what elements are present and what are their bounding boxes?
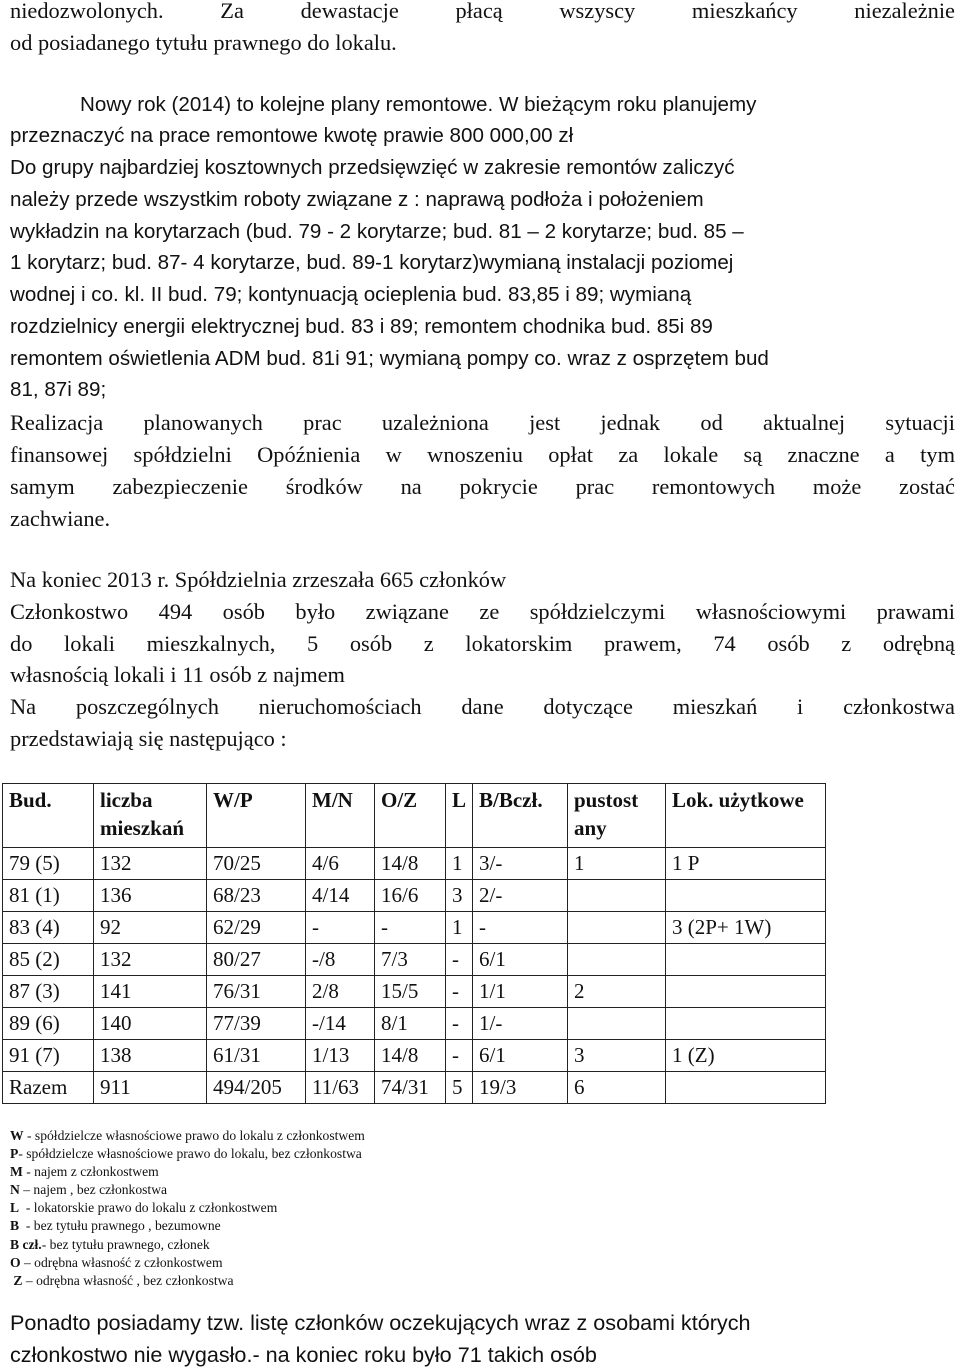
table-cell: 91 (7) [3,1040,94,1072]
table-cell: 1 P [666,848,826,880]
table-cell: 6 [568,1072,666,1104]
table-cell: 911 [94,1072,207,1104]
table-cell: 89 (6) [3,1008,94,1040]
table-cell: 3/- [473,848,568,880]
table-cell: 8/1 [375,1008,446,1040]
realization-line-1: Realizacja planowanych prac uzależniona jest jednak od aktualnej sytuacji [10,410,955,435]
plans-line-3: Do grupy najbardziej kosztownych przedsięwzięć w zakresie remontów zaliczyć [10,156,735,179]
legend-key: P [10,1146,19,1162]
table-cell: 83 (4) [3,912,94,944]
legend-text: - najem z członkostwem [22,1164,159,1180]
table-cell: 140 [94,1008,207,1040]
table-row [3,880,826,912]
table-cell: 136 [94,880,207,912]
table-cell [666,1072,826,1104]
table-cell: 70/25 [207,848,306,880]
table-cell: - [446,1008,473,1040]
table-cell: - [306,912,375,944]
table-cell: 6/1 [473,944,568,976]
table-cell: 19/3 [473,1072,568,1104]
legend-text: - lokatorskie prawo do lokalu z członkostwem [19,1200,278,1216]
table-cell: -/14 [306,1008,375,1040]
plans-line-10: 81, 87i 89; [10,378,107,401]
legend-key: O [10,1254,21,1270]
legend-text: - bez tytułu prawnego, członek [41,1236,210,1252]
footer-line-1: Ponadto posiadamy tzw. listę członków oczekujących wraz z osobami których [10,1310,751,1335]
table-cell: 85 (2) [3,944,94,976]
table-cell: 77/39 [207,1008,306,1040]
table-cell: 2 [568,976,666,1008]
legend [10,1127,365,1290]
table-cell: 80/27 [207,944,306,976]
legend-key: Z [10,1272,23,1288]
legend-key: B [10,1218,20,1234]
table-cell: 132 [94,944,207,976]
table-cell: 1/1 [473,976,568,1008]
table-row [3,1040,826,1072]
legend-text: – najem , bez członkostwa [19,1182,168,1198]
realization-line-3: samym zabezpieczenie środków na pokrycie prac remontowych może zostać [10,474,955,499]
table-cell: 14/8 [375,1040,446,1072]
table-cell [666,1008,826,1040]
membership-line-4: własnością lokali i 11 osób z najmem [10,662,345,687]
plans-line-7: wodnej i co. kl. II bud. 79; kontynuacją ocieplenia bud. 83,85 i 89; wymianą [10,283,692,306]
table-cell: 11/63 [306,1072,375,1104]
membership-line-3: do lokali mieszkalnych, 5 osób z lokatorskim prawem, 74 osób z odrębną [10,631,955,656]
table-header-cell: O/Z [375,784,446,848]
table-row [3,944,826,976]
intro-line-2: od posiadanego tytułu prawnego do lokalu. [10,30,397,55]
legend-key: L [10,1200,20,1216]
legend-item [10,1145,365,1163]
table-cell: 494/205 [207,1072,306,1104]
table-cell: 2/8 [306,976,375,1008]
table-cell [568,880,666,912]
table-cell: 14/8 [375,848,446,880]
table-row [3,848,826,880]
table-row [3,1072,826,1104]
table-cell: 76/31 [207,976,306,1008]
legend-key: W [10,1128,24,1143]
table-cell: - [446,944,473,976]
table-header-cell: liczba mieszkań [94,784,207,848]
table-cell: 1 (Z) [666,1040,826,1072]
table-cell: - [375,912,446,944]
table-cell: 61/31 [207,1040,306,1072]
table-row [3,1008,826,1040]
legend-key: B czł. [10,1236,42,1252]
table-cell: 62/29 [207,912,306,944]
table-cell: -/8 [306,944,375,976]
table-cell: 7/3 [375,944,446,976]
table-header-cell: B/Bczł. [473,784,568,848]
plans-line-6: 1 korytarz; bud. 87- 4 korytarze, bud. 89-1 korytarz)wymianą instalacji poziomej [10,251,734,274]
legend-item [10,1254,365,1272]
table-cell: 1/- [473,1008,568,1040]
realization-line-2: finansowej spółdzielni Opóźnienia w wnoszeniu opłat za lokale są znaczne a tym [10,442,955,467]
table-cell: 138 [94,1040,207,1072]
table-cell: 141 [94,976,207,1008]
legend-text: - spółdzielcze własnościowe prawo do lokalu, bez członkostwa [18,1146,362,1162]
table-header-row [3,784,826,848]
table-cell [666,944,826,976]
legend-text: - bez tytułu prawnego , bezumowne [19,1218,221,1234]
footer-line-2: członkostwo nie wygasło.- na koniec roku było 71 takich osób [10,1342,597,1367]
table-cell: 1 [446,912,473,944]
plans-line-5: wykładzin na korytarzach (bud. 79 - 2 korytarze; bud. 81 – 2 korytarze; bud. 85 – [10,220,744,243]
table-header-cell: W/P [207,784,306,848]
table-cell: 6/1 [473,1040,568,1072]
legend-item [10,1217,365,1235]
plans-line-4: należy przede wszystkim roboty związane z : naprawą podłoża i położeniem [10,188,704,211]
table-cell [568,912,666,944]
table-cell: - [446,976,473,1008]
table-row [3,912,826,944]
table-row [3,976,826,1008]
table-header-cell: L [446,784,473,848]
table-header-cell: Bud. [3,784,94,848]
table-cell: 3 (2P+ 1W) [666,912,826,944]
table-cell: 132 [94,848,207,880]
table-header-cell: pustost any [568,784,666,848]
membership-line-2: Członkostwo 494 osób było związane ze spółdzielczymi własnościowymi prawami [10,599,955,624]
table-cell [666,976,826,1008]
legend-item [10,1199,365,1217]
plans-line-9: remontem oświetlenia ADM bud. 81i 91; wymianą pompy co. wraz z osprzętem bud [10,347,769,370]
membership-line-1: Na koniec 2013 r. Spółdzielnia zrzeszała 665 członków [10,567,507,592]
legend-key: M [10,1164,23,1180]
plans-line-1: Nowy rok (2014) to kolejne plany remontowe. W bieżącym roku planujemy [80,93,757,116]
table-cell: 3 [568,1040,666,1072]
table-cell: 1/13 [306,1040,375,1072]
table-cell: 74/31 [375,1072,446,1104]
table-cell: 1 [446,848,473,880]
legend-item [10,1181,365,1199]
table-cell: 16/6 [375,880,446,912]
legend-item [10,1127,365,1145]
table-cell: 1 [568,848,666,880]
table-cell: 3 [446,880,473,912]
table-cell: 68/23 [207,880,306,912]
legend-text: – odrębna własność , bez członkostwa [22,1272,234,1288]
intro-line-1: niedozwolonych. Za dewastacje płacą wszyscy mieszkańcy niezależnie [10,0,955,23]
table-cell: - [446,1040,473,1072]
plans-line-2: przeznaczyć na prace remontowe kwotę prawie 800 000,00 zł [10,124,574,147]
table-cell: 4/6 [306,848,375,880]
membership-line-5: Na poszczególnych nieruchomościach dane dotyczące mieszkań i członkostwa [10,694,955,719]
legend-item [10,1163,365,1181]
table-cell [666,880,826,912]
table-header-cell: M/N [306,784,375,848]
legend-text: – odrębna własność z członkostwem [20,1254,223,1270]
table-cell [568,1008,666,1040]
table-cell: 79 (5) [3,848,94,880]
table-cell: 15/5 [375,976,446,1008]
table-cell: 2/- [473,880,568,912]
membership-line-6: przedstawiają się następująco : [10,726,287,751]
buildings-table [2,783,826,1104]
plans-line-8: rozdzielnicy energii elektrycznej bud. 83 i 89; remontem chodnika bud. 85i 89 [10,315,713,338]
table-cell: 87 (3) [3,976,94,1008]
table-cell: - [473,912,568,944]
table-cell [568,944,666,976]
legend-text: - spółdzielcze własnościowe prawo do lokalu z członkostwem [23,1128,365,1143]
table-cell: Razem [3,1072,94,1104]
table-cell: 5 [446,1072,473,1104]
legend-item [10,1272,365,1290]
legend-key: N [10,1182,20,1198]
table-cell: 4/14 [306,880,375,912]
table-cell: 92 [94,912,207,944]
table-cell: 81 (1) [3,880,94,912]
table-header-cell: Lok. użytkowe [666,784,826,848]
realization-line-4: zachwiane. [10,506,111,531]
legend-item [10,1236,365,1254]
